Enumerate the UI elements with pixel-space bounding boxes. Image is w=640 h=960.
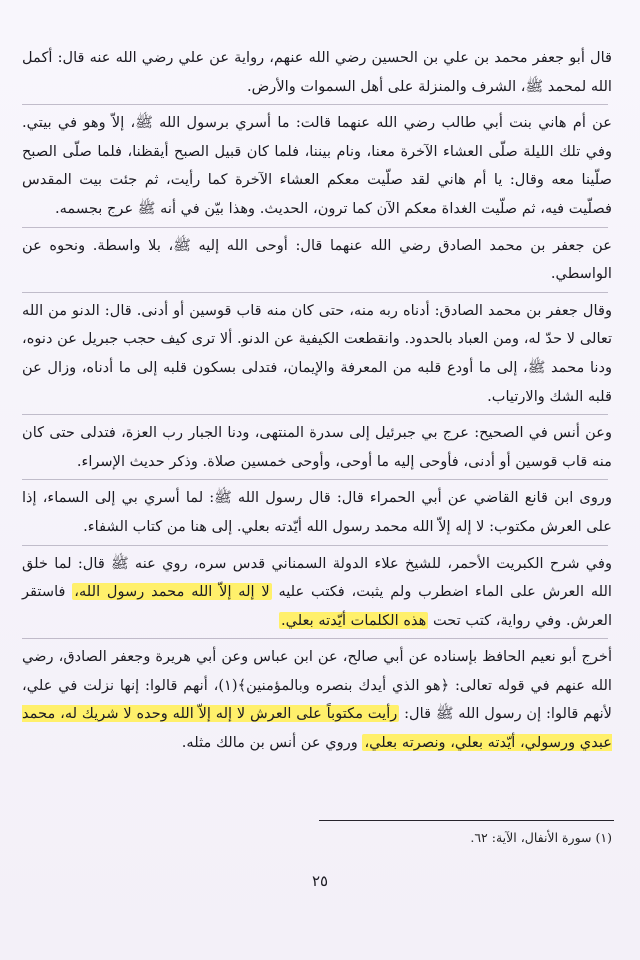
paragraph-anas-sahih: وعن أنس في الصحيح: عرج بي جبرئيل إلى سدرة المنتهى، ودنا الجبار رب العزة، فتدلى حتى كان منه قاب قوسين أو أدنى، فأوحى إليه ما أوحى، وأوحى خمسين صلاة. وذكر حديث الإسراء. [22,424,612,470]
abu-nuaym-text-before: أخرج أبو نعيم الحافظ بإسناده عن أبي صالح، عن ابن عباس وعن أبي هريرة وجعفر الصادق، رضي الله عنهم في قوله تعالى: ﴿هو الذي أيدك بنصره وبالمؤمنين﴾(١)، أنهم قالوا: إنها نزلت في علي، لأنهم قالوا: إن رسول الله ﷺ قال: [22,648,612,723]
paragraph-divider [22,292,608,293]
highlighted-arsh-inscription: رأيت مكتوباً على العرش لا إله إلاّ الله وحده لا شريك له، محمد عبدي ورسولي، أيّدته بعلي، ونصرته بعلي، [22,705,612,752]
paragraph-umm-hani: عن أم هاني بنت أبي طالب رضي الله عنهما قالت: ما أسري برسول الله ﷺ، إلاّ وهو في بيتي. وفي تلك الليلة صلّى العشاء الآخرة معنا، ونام بيننا، فلما كان قبيل الصبح أيقظنا، فلما صلّى الصبح صلّينا معه وقال: يا أم هاني لقد صلّيت معكم العشاء الآخرة كما رأيت، ثم جئت بيت المقدس فصلّيت فيه، ثم صلّيت الغداة معكم الآن كما ترون، الحديث. وهذا بيّن في أنه ﷺ عرج بجسمه. [22,114,612,217]
sharh-text-middle: فاستقر العرش. وفي رواية، كتب تحت [22,583,612,629]
page-number: ٢٥ [311,872,329,890]
paragraph-divider [22,638,608,639]
paragraph-divider [22,227,608,228]
footnote: (١) سورة الأنفال، الآية: ٦٢. [470,830,612,845]
paragraph-divider [22,414,608,415]
sharh-text-before: وفي شرح الكبريت الأحمر، للشيخ علاء الدولة السمناني قدس سره، روي عنه ﷺ قال: لما خلق الله العرش على الماء اضطرب ولم يثبت، فكتب عليه [22,554,612,601]
page-body [22,44,612,758]
paragraph-abu-nuaym [22,643,612,757]
paragraph-ibn-qani: وروى ابن قانع القاضي عن أبي الحمراء قال: قال رسول الله ﷺ: لما أسري بي إلى السماء، إذا على العرش مكتوب: لا إله إلاّ الله محمد رسول الله أيّدته بعلي. إلى هنا من كتاب الشفاء. [22,489,612,535]
footnote-separator [319,820,614,821]
paragraph-abu-jafar: قال أبو جعفر محمد بن علي بن الحسين رضي الله عنهم، رواية عن علي رضي الله عنه قال: أكمل الله لمحمد ﷺ، الشرف والمنزلة على أهل السموات والأرض. [22,49,612,95]
paragraph-divider [22,104,608,105]
paragraph-jafar-sadiq-wahy: عن جعفر بن محمد الصادق رضي الله عنهما قال: أوحى الله إليه ﷺ، بلا واسطة. ونحوه عن الواسطي. [22,236,612,283]
highlighted-ayyadtuhu: هذه الكلمات أيّدته بعلي. [280,611,427,629]
paragraph-sharh-kibrit [22,550,612,636]
paragraph-divider [22,545,608,546]
abu-nuaym-text-after: وروي عن أنس بن مالك مثله. [181,734,363,752]
paragraph-jafar-sadiq-dunuw: وقال جعفر بن محمد الصادق: أدناه ربه منه، حتى كان منه قاب قوسين أو أدنى. قال: الدنو من الله تعالى لا حدّ له، ومن العباد بالحدود. وانقطعت الكيفية عن الدنو. ألا ترى كيف حجب جبريل عن دنوه، ودنا محمد ﷺ، إلى ما أودع قلبه من المعرفة والإيمان، فتدلى بسكون قلبه إلى ما أدناه، وزال عن قلبه الشك والارتياب. [22,301,612,405]
paragraph-divider [22,479,608,480]
highlighted-shahada: لا إله إلاّ الله محمد رسول الله، [74,583,270,601]
